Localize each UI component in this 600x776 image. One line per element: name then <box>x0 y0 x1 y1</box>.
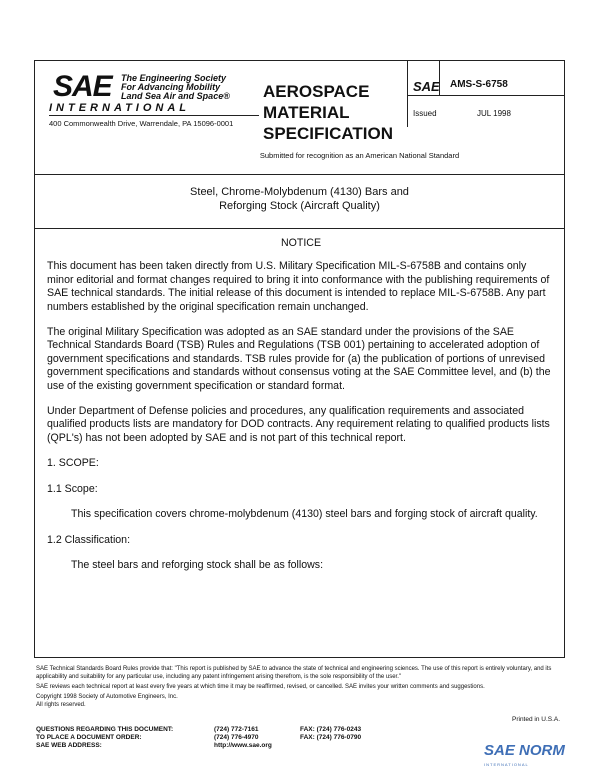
contact-label: TO PLACE A DOCUMENT ORDER: <box>36 734 142 741</box>
paragraph: The original Military Specification was adopted as an SAE standard under the provisions of the SAE Technical Standards Board (TSB) Rules and Regulations (TSB 001) pertaining to accelerated adoption of government specifications and standards. TSB rules provide for (a) the publication of portions of unrevised government specifications and standards without consensus voting at the SAE Committee level, and (b) the use of the existing government specification or standard format. <box>47 326 551 392</box>
tagline-2: For Advancing Mobility <box>121 82 221 92</box>
document-body <box>47 237 555 584</box>
title-line-1: Steel, Chrome-Molybdenum (4130) Bars and <box>190 186 409 198</box>
issued-date: JUL 1998 <box>477 109 511 118</box>
document-number: AMS-S-6758 <box>450 79 508 90</box>
divider <box>407 61 408 127</box>
contact-label: QUESTIONS REGARDING THIS DOCUMENT: <box>36 726 174 733</box>
document-frame <box>34 60 565 658</box>
issued-label: Issued <box>413 109 437 118</box>
address: 400 Commonwealth Drive, Warrendale, PA 15096-0001 <box>49 119 234 128</box>
section-text-1-1: This specification covers chrome-molybdenum (4130) steel bars and forging stock of aircraft quality. <box>71 508 538 521</box>
section-heading-1-2: 1.2 Classification: <box>47 533 131 546</box>
international-label: INTERNATIONAL <box>49 102 191 114</box>
tagline-1: The Engineering Society <box>121 73 227 83</box>
printed-note: Printed in U.S.A. <box>512 716 561 723</box>
fax-number: FAX: (724) 776-0243 <box>300 726 362 733</box>
document-header <box>35 61 564 175</box>
web-address[interactable]: http://www.sae.org <box>214 742 272 749</box>
document-title <box>35 174 564 229</box>
tagline-3: Land Sea Air and Space® <box>121 91 230 101</box>
footer-paragraph: SAE Technical Standards Board Rules provide that: "This report is published by SAE to advance the state of technical and engineering sciences. The use of this report is entirely voluntary, and its applicability and suitability for any particular use, including any patent infringement arising therefrom, is the sole responsibility of the user." <box>36 666 552 680</box>
section-heading-1-1: 1.1 Scope: <box>47 482 98 495</box>
contact-label: SAE WEB ADDRESS: <box>36 742 102 749</box>
divider <box>407 95 564 96</box>
fax-number: FAX: (724) 776-0790 <box>300 734 362 741</box>
watermark-sub: INTERNATIONAL <box>484 762 529 767</box>
notice-heading: NOTICE <box>280 237 322 249</box>
section-text-1-2: The steel bars and reforging stock shall be as follows: <box>71 558 324 571</box>
section-heading-scope: 1. SCOPE: <box>47 457 99 470</box>
document-type: AEROSPACE MATERIAL SPECIFICATION <box>263 82 394 143</box>
footer-notes <box>36 665 566 709</box>
copyright: Copyright 1998 Society of Automotive Engineers, Inc. <box>36 694 178 700</box>
sae-logo: SAE <box>53 70 112 103</box>
footer-paragraph: SAE reviews each technical report at least every five years at which time it may be reaffirmed, revised, or cancelled. SAE invites your written comments and suggestions. <box>36 684 485 690</box>
sae-small-logo: SAE <box>413 79 440 94</box>
divider <box>439 61 440 95</box>
rights: All rights reserved. <box>36 702 86 708</box>
submitted-note: Submitted for recognition as an American National Standard <box>259 151 460 160</box>
phone-number: (724) 772-7161 <box>214 726 259 733</box>
paragraph: Under Department of Defense policies and procedures, any qualification requirements and associated qualified products lists are mandatory for DOD contracts. Any requirement relating to qualified products lists (QPL's) has not been adopted by SAE and is not part of this technical report. <box>47 405 550 444</box>
watermark-logo: SAE NORM <box>484 742 565 759</box>
title-line-2: Reforging Stock (Aircraft Quality) <box>219 200 380 212</box>
phone-number: (724) 776-4970 <box>214 734 259 741</box>
paragraph: This document has been taken directly from U.S. Military Specification MIL-S-6758B and contains only minor editorial and format changes required to bring it into conformance with the publishing requirements of SAE technical standards. The initial release of this document is intended to replace MIL-S-6758B. Any part numbers established by the original specification remain unchanged. <box>47 260 550 313</box>
divider <box>49 115 259 116</box>
